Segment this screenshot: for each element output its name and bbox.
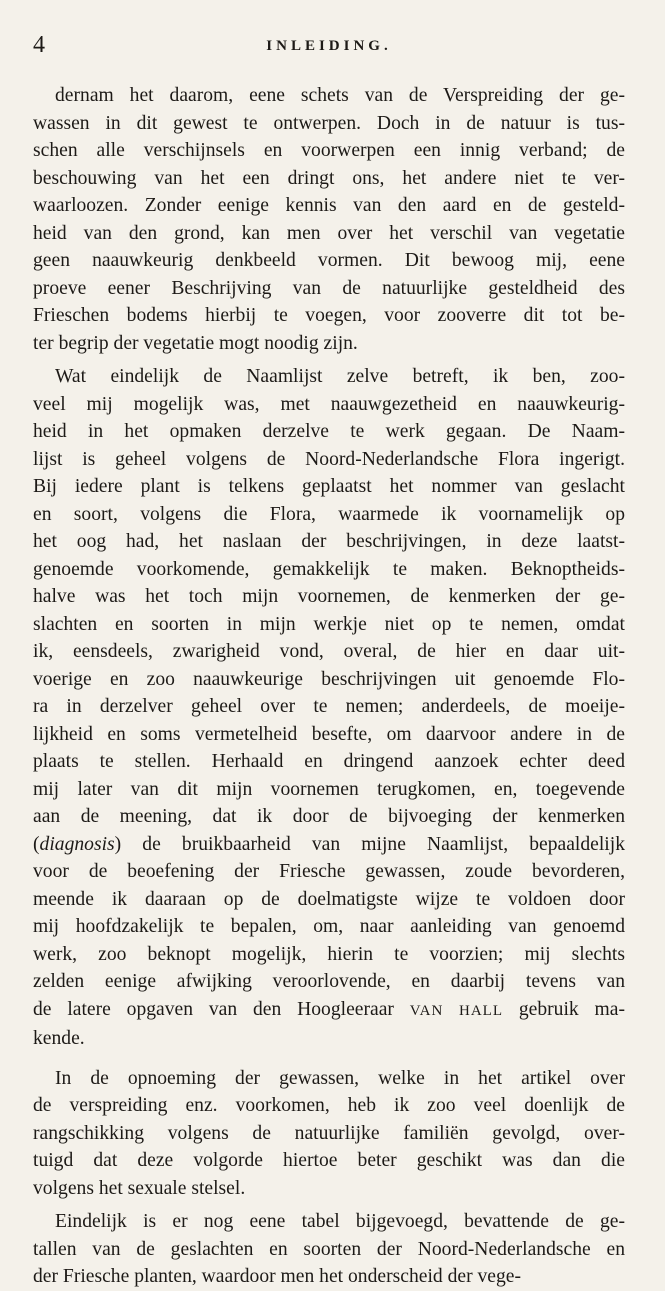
text-line: wassen in dit gewest te ontwerpen. Doch in de natuur is tus-: [33, 112, 625, 134]
text-line: halve was het toch mijn voornemen, de kenmerken der ge-: [33, 586, 625, 607]
text-line: schen alle verschijnsels en voorwerpen een innig verband; de: [33, 140, 625, 161]
text-line: heid in het opmaken derzelve te werk gegaan. De Naam-: [33, 421, 625, 442]
text-line: beschouwing van het een dringt ons, het andere niet te ver-: [33, 167, 625, 189]
text-line: slachten en soorten in mijn werkje niet op te nemen, omdat: [33, 613, 625, 635]
text-line: volgens het sexuale stelsel.: [33, 1177, 246, 1199]
text-line: voerige en zoo naauwkeurige beschrijvingen uit genoemde Flo-: [33, 668, 625, 690]
text-line: ter begrip der vegetatie mogt noodig zijn.: [33, 332, 358, 354]
text-line: der Friesche planten, waardoor men het onderscheid der vege-: [33, 1266, 522, 1287]
text-line: geen naauwkeurig denkbeeld vormen. Dit bewoog mij, eene: [33, 250, 625, 271]
text-line: werk, zoo beknopt mogelijk, hierin te voorzien; mij slechts: [33, 943, 625, 965]
running-head: INLEIDING.: [266, 38, 392, 54]
paragraph-2: [33, 363, 625, 1053]
text-line: dernam het daarom, eene schets van de Verspreiding der ge-: [55, 85, 625, 106]
text-line: veel mij mogelijk was, met naauwgezetheid en naauwkeurig-: [33, 393, 625, 415]
text-line: de verspreiding enz. voorkomen, heb ik zoo veel doenlijk de: [33, 1095, 625, 1116]
text-line: ik, eensdeels, zwarigheid vond, overal, de hier en daar uit-: [33, 641, 625, 662]
text-line: meende ik daaraan op de doelmatigste wijze te voldoen door: [33, 888, 625, 910]
text-line: tallen van de geslachten en soorten der Noord-Nederlandsche en: [33, 1238, 625, 1260]
page-header: [33, 32, 625, 62]
paragraph-3: [33, 1065, 625, 1203]
text-line: Bij iedere plant is telkens geplaatst het nommer van geslacht: [33, 476, 625, 497]
text-line: de latere opgaven van den Hoogleeraar VAN HALL gebruik ma-: [33, 998, 625, 1020]
text-line: en soort, volgens die Flora, waarmede ik voornamelijk op: [33, 503, 625, 525]
text-line: Wat eindelijk de Naamlijst zelve betreft, ik ben, zoo-: [55, 366, 625, 387]
text-line: waarloozen. Zonder eenige kennis van den aard en de gesteld-: [33, 195, 625, 216]
text-line: proeve eener Beschrijving van de natuurlijke gesteldheid des: [33, 277, 625, 299]
text-line: lijkheid en soms vermetelheid besefte, om daarvoor andere in de: [33, 723, 625, 745]
body-text: [33, 82, 625, 1291]
text-line: heid van den grond, kan men over het verschil van vegetatie: [33, 222, 625, 244]
text-line: plaats te stellen. Herhaald en dringend aanzoek echter deed: [33, 751, 625, 772]
text-line: In de opnoeming der gewassen, welke in het artikel over: [55, 1067, 625, 1089]
text-line: mij later van dit mijn voornemen terugkomen, en, toegevende: [33, 778, 625, 800]
paragraph-1: [33, 82, 625, 357]
text-line: (diagnosis) de bruikbaarheid van mijne Naamlijst, bepaaldelijk: [33, 833, 625, 855]
text-line: lijst is geheel volgens de Noord-Nederlandsche Flora ingerigt.: [33, 448, 625, 470]
text-line: voor de beoefening der Friesche gewassen, zoude bevorderen,: [33, 861, 625, 882]
text-line: kende.: [33, 1028, 85, 1049]
text-line: zelden eenige afwijking veroorlovende, en daarbij tevens van: [33, 971, 625, 992]
text-line: aan de meening, dat ik door de bijvoeging der kenmerken: [33, 806, 625, 827]
text-line: het oog had, het naslaan der beschrijvingen, in deze laatst-: [33, 531, 625, 552]
text-line: mij hoofdzakelijk te bepalen, om, naar aanleiding van genoemd: [33, 916, 625, 937]
text-line: tuigd dat deze volgorde hiertoe beter geschikt was dan die: [33, 1150, 625, 1171]
text-line: ra in derzelver geheel over te nemen; anderdeels, de moeije-: [33, 696, 625, 717]
paragraph-4: [33, 1208, 625, 1291]
text-line: rangschikking volgens de natuurlijke familiën gevolgd, over-: [33, 1122, 625, 1144]
page-number: 4: [33, 32, 45, 58]
text-line: genoemde voorkomende, gemakkelijk te maken. Beknoptheids-: [33, 558, 625, 580]
text-line: Eindelijk is er nog eene tabel bijgevoegd, bevattende de ge-: [55, 1211, 625, 1232]
text-line: Frieschen bodems hierbij te voegen, voor zooverre dit tot be-: [33, 305, 625, 326]
